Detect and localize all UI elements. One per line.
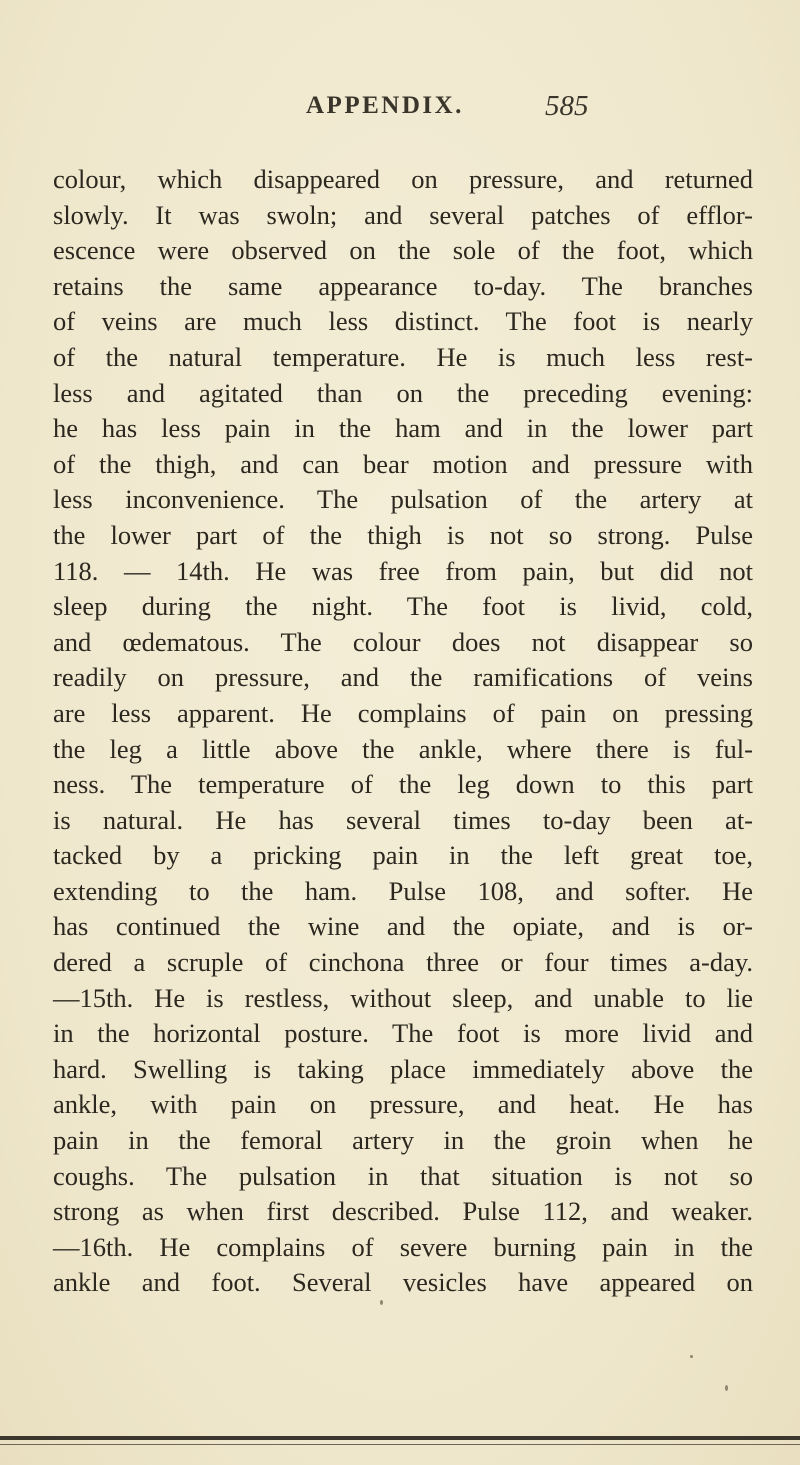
text-line: ankle and foot. Several vesicles have appeared on bbox=[53, 1267, 753, 1298]
text-line: slowly. It was swoln; and several patches of efflor- bbox=[53, 199, 753, 230]
body-text bbox=[53, 162, 753, 1301]
text-line: readily on pressure, and the ramifications of veins bbox=[53, 662, 753, 693]
bottom-edge-rule-thin bbox=[0, 1444, 800, 1445]
paper-speck bbox=[380, 1300, 383, 1305]
bottom-edge-rule bbox=[0, 1436, 800, 1440]
text-line: sleep during the night. The foot is livid, cold, bbox=[53, 591, 753, 622]
text-line: less and agitated than on the preceding evening: bbox=[53, 377, 753, 408]
running-head: APPENDIX. bbox=[306, 92, 464, 119]
text-line: of the natural temperature. He is much less rest- bbox=[53, 341, 753, 372]
text-line: —16th. He complains of severe burning pain in the bbox=[53, 1231, 753, 1262]
text-line: ness. The temperature of the leg down to this part bbox=[53, 769, 753, 800]
page-number: 585 bbox=[545, 90, 589, 122]
text-line: tacked by a pricking pain in the left great toe, bbox=[53, 840, 753, 871]
text-line: hard. Swelling is taking place immediately above the bbox=[53, 1053, 753, 1084]
text-line: of the thigh, and can bear motion and pressure with bbox=[53, 448, 753, 479]
paper-speck bbox=[690, 1355, 693, 1358]
text-line: are less apparent. He complains of pain on pressing bbox=[53, 697, 753, 728]
text-line: less inconvenience. The pulsation of the artery at bbox=[53, 484, 753, 515]
text-line: in the horizontal posture. The foot is more livid and bbox=[53, 1018, 753, 1049]
text-line: coughs. The pulsation in that situation is not so bbox=[53, 1160, 753, 1191]
paper-speck bbox=[725, 1385, 728, 1391]
text-line: has continued the wine and the opiate, and is or- bbox=[53, 911, 753, 942]
text-line: the lower part of the thigh is not so strong. Pulse bbox=[53, 519, 753, 550]
text-line: colour, which disappeared on pressure, and returned bbox=[53, 164, 753, 194]
page-header bbox=[0, 92, 800, 132]
text-line: the leg a little above the ankle, where there is ful- bbox=[53, 733, 753, 764]
text-line: 118. — 14th. He was free from pain, but did not bbox=[53, 555, 753, 586]
text-line: and œdematous. The colour does not disappear so bbox=[53, 626, 753, 657]
text-line: ankle, with pain on pressure, and heat. He has bbox=[53, 1089, 753, 1120]
text-line: is natural. He has several times to-day been at- bbox=[53, 804, 753, 835]
text-line: escence were observed on the sole of the foot, which bbox=[53, 235, 753, 266]
text-line: of veins are much less distinct. The foot is nearly bbox=[53, 306, 753, 337]
text-line: extending to the ham. Pulse 108, and softer. He bbox=[53, 875, 753, 906]
text-line: strong as when first described. Pulse 112, and weaker. bbox=[53, 1196, 753, 1227]
text-line: pain in the femoral artery in the groin when he bbox=[53, 1125, 753, 1156]
text-line: he has less pain in the ham and in the lower part bbox=[53, 413, 753, 444]
text-line: —15th. He is restless, without sleep, and unable to lie bbox=[53, 982, 753, 1013]
text-line: dered a scruple of cinchona three or four times a-day. bbox=[53, 947, 753, 978]
text-line: retains the same appearance to-day. The branches bbox=[53, 270, 753, 301]
